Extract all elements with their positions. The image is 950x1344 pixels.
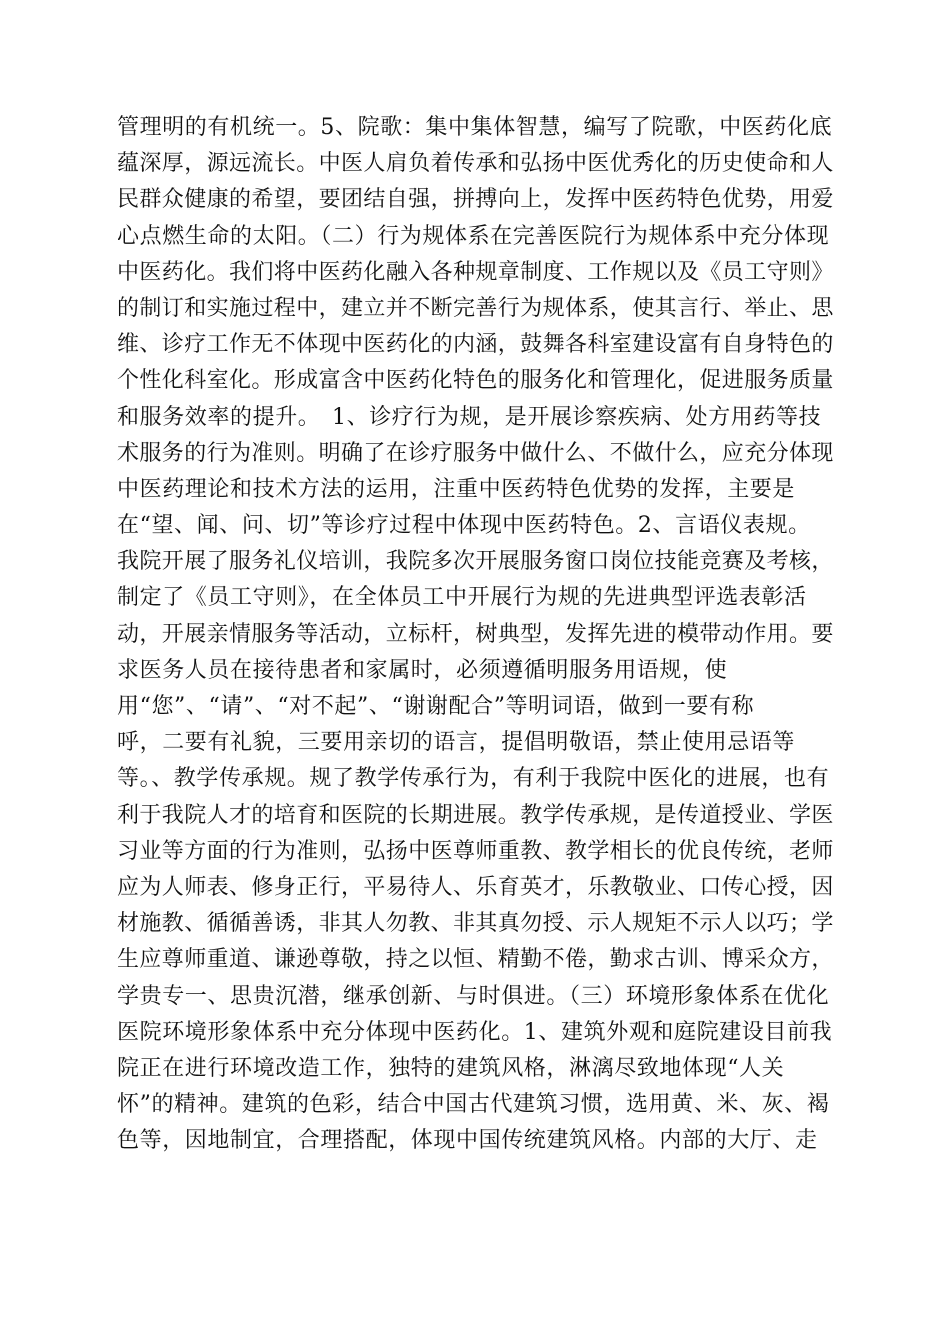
text-line: 习业等方面的行为准则，弘扬中医尊师重教、教学相长的优良传统，老师 — [117, 838, 834, 864]
text-line: 色等，因地制宜，合理搭配，体现中国传统建筑风格。内部的大厅、走 — [117, 1128, 818, 1154]
text-line: 医院环境形象体系中充分体现中医药化。1、建筑外观和庭院建设目前我 — [117, 1019, 833, 1045]
text-line: 院正在进行环境改造工作，独特的建筑风格，淋漓尽致地体现“人关 — [117, 1055, 785, 1081]
text-line: 民群众健康的希望，要团结自强，拼搏向上，发挥中医药特色优势，用爱 — [117, 187, 834, 213]
text-line: 在“望、闻、问、切”等诊疗过程中体现中医药特色。2、言语仪表规。 — [117, 513, 811, 539]
text-line: 管理明的有机统一。5、院歌：集中集体智慧，编写了院歌，中医药化底 — [117, 115, 833, 140]
text-line: 用“您”、“请”、“对不起”、“谢谢配合”等明词语，做到一要有称 — [117, 694, 755, 719]
text-line: 动，开展亲情服务等活动，立标杆，树典型，发挥先进的模带动作用。要 — [117, 621, 834, 647]
text-line: 应为人师表、修身正行，平易待人、乐育英才，乐教敬业、口传心授，因 — [117, 874, 834, 900]
text-line: 怀”的精神。建筑的色彩，结合中国古代建筑习惯，选用黄、米、灰、褐 — [117, 1092, 830, 1118]
text-line: 等。、教学传承规。规了教学传承行为，有利于我院中医化的进展，也有 — [117, 766, 830, 792]
text-line: 制定了《员工守则》，在全体员工中开展行为规的先进典型评选表彰活 — [117, 585, 807, 611]
text-line: 呼，二要有礼貌，三要用亲切的语言，提倡明敬语，禁止使用忌语等 — [117, 730, 796, 756]
body-text — [117, 110, 837, 1159]
text-line: 蕴深厚，源远流长。中医人肩负着传承和弘扬中医优秀化的历史使命和人 — [117, 151, 834, 177]
text-line: 术服务的行为准则。明确了在诊疗服务中做什么、不做什么，应充分体现 — [117, 440, 834, 466]
text-line: 学贵专一、思贵沉潜，继承创新、与时俱进。（三）环境形象体系在优化 — [117, 983, 830, 1009]
text-line: 生应尊师重道、谦逊尊敬，持之以恒、精勤不倦，勤求古训、博采众方， — [117, 947, 834, 973]
text-line: 求医务人员在接待患者和家属时，必须遵循明服务用语规，使 — [117, 657, 728, 683]
text-line: 的制订和实施过程中，建立并不断完善行为规体系，使其言行、举止、思 — [117, 295, 834, 321]
text-line: 和服务效率的提升。 1、诊疗行为规，是开展诊察疾病、处方用药等技 — [117, 404, 822, 430]
text-line: 中医药化。我们将中医药化融入各种规章制度、工作规以及《员工守则》 — [117, 259, 834, 285]
text-line: 中医药理论和技术方法的运用，注重中医药特色优势的发挥，主要是 — [117, 476, 796, 502]
text-line: 材施教、循循善诱，非其人勿教、非其真勿授、示人规矩不示人以巧；学 — [117, 911, 834, 937]
text-line: 个性化科室化。形成富含中医药化特色的服务化和管理化，促进服务质量 — [117, 368, 834, 394]
text-line: 利于我院人才的培育和医院的长期进展。教学传承规，是传道授业、学医 — [117, 802, 834, 828]
text-line: 我院开展了服务礼仪培训，我院多次开展服务窗口岗位技能竞赛及考核， — [117, 549, 834, 575]
text-line: 心点燃生命的太阳。（二）行为规体系在完善医院行为规体系中充分体现 — [117, 223, 830, 249]
text-line: 维、诊疗工作无不体现中医药化的内涵，鼓舞各科室建设富有自身特色的 — [117, 332, 834, 358]
